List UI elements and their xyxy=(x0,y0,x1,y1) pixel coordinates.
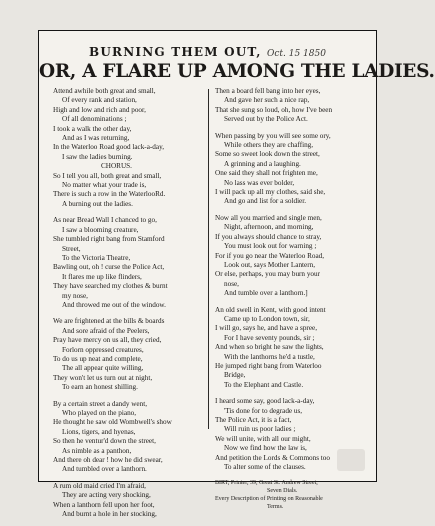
verse-line: Then a board fell bang into her eyes, xyxy=(215,87,321,95)
verse-line: Of every rank and station, xyxy=(62,96,137,105)
verse-line: For if you go near the Waterloo Road, xyxy=(215,251,325,260)
verse-line: High and low and rich and poor, xyxy=(53,105,146,114)
verse-line: I will pack up all my clothes, said she, xyxy=(215,188,326,197)
imprint-line: Terms. xyxy=(267,504,284,511)
verse-line: As near Bread Wall I chanced to go, xyxy=(53,216,157,225)
verse-line: They won't let us turn out at night, xyxy=(53,373,153,382)
verse-line: To the Victoria Theatre, xyxy=(62,253,131,262)
verse-line: For I have seventy pounds, sir ; xyxy=(224,333,315,342)
verse-line: When a lanthorn fell upon her foot, xyxy=(53,500,155,509)
verse-line: And throwed me out of the window. xyxy=(62,300,166,309)
verse-line: There is such a row in the WaterlooRd. xyxy=(53,190,166,199)
verse-line: One said they shall not frighten me, xyxy=(215,169,318,178)
verse-line: They are acting very shocking, xyxy=(62,491,151,500)
library-stamp xyxy=(337,449,365,471)
stanza xyxy=(215,214,369,299)
verse-line: To alter some of the clauses. xyxy=(224,463,306,472)
verse-line: I will go, says he, and have a spree, xyxy=(215,324,317,333)
title: BURNING THEM OUT, xyxy=(89,45,262,59)
verse-line: Attend awhile both great and small, xyxy=(53,87,156,95)
imprint-line: Every Description of Printing on Reasonable xyxy=(215,496,323,503)
verse-line: They have searched my clothes & burnt xyxy=(53,282,168,291)
verse-line: Or else, perhaps, you may burn your xyxy=(215,270,320,279)
verse-line: To the Elephant and Castle. xyxy=(224,380,304,389)
verse-line: And gave her such a nice rap, xyxy=(224,96,310,105)
verse-line: Who played on the piano, xyxy=(62,409,137,417)
verse-line: The all appear quite willing, xyxy=(62,364,144,373)
verse-line: Night, afternoon, and morning, xyxy=(224,223,314,232)
verse-line: So I tell you all, both great and small, xyxy=(53,171,162,180)
verse-line: So then he ventur'd down the street, xyxy=(53,437,156,446)
stanza xyxy=(53,87,199,209)
verse-line: Bawling out, oh ! curse the Police Act, xyxy=(53,263,165,272)
verse-line: Now we find how the law is, xyxy=(224,444,307,453)
verse-line: As nimble as a panthon, xyxy=(62,446,132,455)
verse-line: That she sung so loud, oh, how I've been xyxy=(215,105,333,114)
verse-line: Bridge, xyxy=(224,371,246,380)
verse-line: Lions, tigers, and hyenas, xyxy=(62,427,136,436)
verse-line: 'Tis done for to degrade us, xyxy=(224,406,303,415)
broadside-sheet xyxy=(38,30,435,519)
verse-line: He thought he saw old Wombwell's show xyxy=(53,418,172,427)
printer-imprint xyxy=(215,479,369,511)
verse-line: No matter what your trade is, xyxy=(62,181,147,190)
verse-line: A grinning and a laughing. xyxy=(224,159,301,168)
verse-line: We will unite, with all our might, xyxy=(215,434,311,443)
verse-line: And when so bright he saw the lights, xyxy=(215,343,324,352)
verse-line: And as I was returning, xyxy=(62,134,130,143)
verse-line: I heard some say, good lack-a-day, xyxy=(215,397,315,406)
verse-line: He jumped right bang from Waterloo xyxy=(215,361,322,370)
verse-line: I took a walk the other day, xyxy=(53,124,132,133)
verse-line: She tumbled right bang from Stamford xyxy=(53,235,165,244)
verse-line: my nose, xyxy=(62,291,88,300)
imprint-line: BIRT, Printer, 39, Great St. Andrew Street, xyxy=(215,480,318,487)
verse-line: We are frightened at the bills & boards xyxy=(53,317,165,326)
verse-line: And tumbled over a lanthorn. xyxy=(62,465,147,474)
verse-line: The Police Act, it is a fact, xyxy=(215,416,292,424)
verse-line: And burnt a hole in her stocking, xyxy=(62,510,157,519)
verse-line: Came up to London town, sir, xyxy=(224,314,310,323)
right-column-stanzas xyxy=(215,87,369,472)
column-divider xyxy=(208,89,209,429)
verse-line: By a certain street a dandy went, xyxy=(53,399,147,408)
verse-line: It flares me up like flinders, xyxy=(62,272,142,281)
subtitle: OR, A FLARE UP AMONG THE LADIES. xyxy=(39,61,435,82)
stanza xyxy=(53,482,199,520)
verse-line: To do us up neat and complete, xyxy=(53,354,143,363)
left-column xyxy=(53,87,199,526)
verse-line: I saw the ladies burning. xyxy=(62,152,133,161)
stanza xyxy=(53,400,199,475)
verse-line: To earn an honest shilling. xyxy=(62,383,138,392)
verse-line: While others they are chaffing, xyxy=(224,141,314,150)
verse-line: An old swell in Kent, with good intent xyxy=(215,305,326,314)
title-line xyxy=(39,45,376,59)
verse-line: And petition the Lords & Commons too xyxy=(215,453,330,462)
verse-line: Street, xyxy=(62,244,81,253)
right-column xyxy=(215,87,369,511)
verse-line: If you always should chance to stray, xyxy=(215,232,322,241)
verse-line: Pray have mercy on us all, they cried, xyxy=(53,336,162,345)
verse-line: And tumble over a lanthorn.] xyxy=(224,289,308,298)
stanza xyxy=(53,317,199,392)
chorus-label: CHORUS. xyxy=(101,162,132,171)
verse-line: Of all denominations ; xyxy=(62,115,127,124)
verse-line: A rum old maid cried I'm afraid, xyxy=(53,481,146,490)
stanza xyxy=(215,306,369,391)
stanza xyxy=(215,87,369,125)
date-note: Oct. 15 1850 xyxy=(266,49,326,59)
stanza xyxy=(53,216,199,310)
verse-line: With the lanthorns he'd a tustle, xyxy=(224,352,315,361)
verse-line: In the Waterloo Road good lack-a-day, xyxy=(53,143,164,152)
verse-line: Some so sweet look down the street, xyxy=(215,150,320,159)
verse-line: Forlorn oppressed creatures, xyxy=(62,345,144,354)
verse-line: nose, xyxy=(224,279,239,288)
imprint-line: Seven Dials. xyxy=(267,488,298,495)
verse-line: When passing by you will see some ory, xyxy=(215,131,331,140)
verse-line: Look out, says Mother Lantern, xyxy=(224,260,316,269)
verse-line: No lass was ever bolder, xyxy=(224,178,295,187)
verse-line: Will ruin us poor ladies ; xyxy=(224,425,296,434)
verse-line: And go and list for a soldier. xyxy=(224,197,307,206)
verse-line: And sore afraid of the Peelers, xyxy=(62,326,150,335)
verse-line: I saw a blooming creature, xyxy=(62,225,139,234)
verse-line: And there oh dear ! how he did swear, xyxy=(53,456,163,465)
verse-line: A burning out the ladies. xyxy=(62,199,133,208)
verse-line: You must look out for warning ; xyxy=(224,242,317,251)
verse-line: Now all you married and single men, xyxy=(215,213,322,222)
stanza xyxy=(215,132,369,207)
verse-line: Served out by the Police Act. xyxy=(224,115,308,124)
